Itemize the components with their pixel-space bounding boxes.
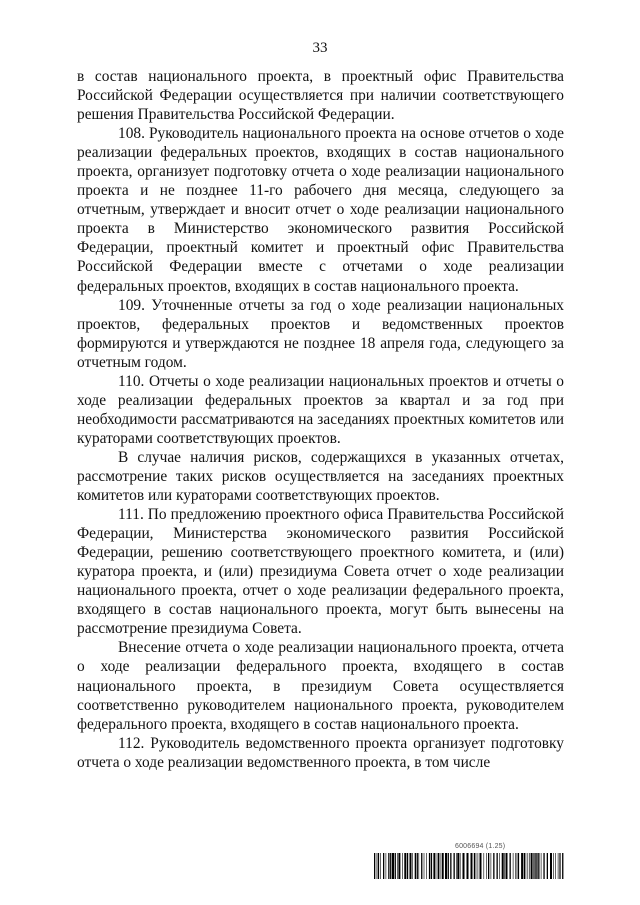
paragraph-110-risks: В случае наличия рисков, содержащихся в указанных отчетах, рассмотрение таких рисков осуществляется на заседаниях проектных комитетов или кураторами соответствующих проектов. bbox=[77, 448, 564, 505]
paragraph-111-submission: Внесение отчета о ходе реализации национального проекта, отчета о ходе реализации федерального проекта, входящего в состав национального проекта, в президиум Совета осуществляется соответственно руководителем национального проекта, руководителем федерального проекта, входящего в состав национального проекта. bbox=[77, 639, 564, 733]
document-body bbox=[77, 67, 564, 772]
document-code: 6006694 (1.25) bbox=[455, 843, 506, 850]
paragraph-110: 110. Отчеты о ходе реализации национальных проектов и отчеты о ходе реализации федеральных проектов за квартал и за год при необходимости рассматриваются на заседаниях проектных комитетов или кураторами соответствующих проектов. bbox=[77, 372, 564, 447]
barcode-image bbox=[374, 853, 564, 879]
paragraph-continuation: в состав национального проекта, в проектный офис Правительства Российской Федерации осуществляется при наличии соответствующего решения Правительства Российской Федерации. bbox=[77, 68, 564, 124]
page-number: 33 bbox=[312, 40, 328, 56]
paragraph-111: 111. По предложению проектного офиса Правительства Российской Федерации, Министерства экономического развития Российской Федерации, решению соответствующего проектного комитета, и (или) куратора проекта, и (или) президиума Совета отчет о ходе реализации национального проекта, отчет о ходе реализации федерального проекта, входящего в состав национального проекта, могут быть вынесены на рассмотрение президиума Совета. bbox=[77, 506, 564, 638]
paragraph-112: 112. Руководитель ведомственного проекта организует подготовку отчета о ходе реализации ведомственного проекта, в том числе bbox=[77, 734, 564, 771]
paragraph-108: 108. Руководитель национального проекта на основе отчетов о ходе реализации федеральных проектов, входящих в состав национального проекта, организует подготовку отчета о ходе реализации национального проекта и не позднее 11-го рабочего дня месяца, следующего за отчетным, утверждает и вносит отчет о ходе реализации национального проекта в Министерство экономического развития Российской Федерации, проектный комитет и проектный офис Правительства Российской Федерации вместе с отчетами о ходе реализации федеральных проектов, входящих в состав национального проекта. bbox=[77, 125, 564, 295]
paragraph-109: 109. Уточненные отчеты за год о ходе реализации национальных проектов, федеральных проектов и ведомственных проектов формируются и утверждаются не позднее 18 апреля года, следующего за отчетным годом. bbox=[77, 296, 564, 371]
